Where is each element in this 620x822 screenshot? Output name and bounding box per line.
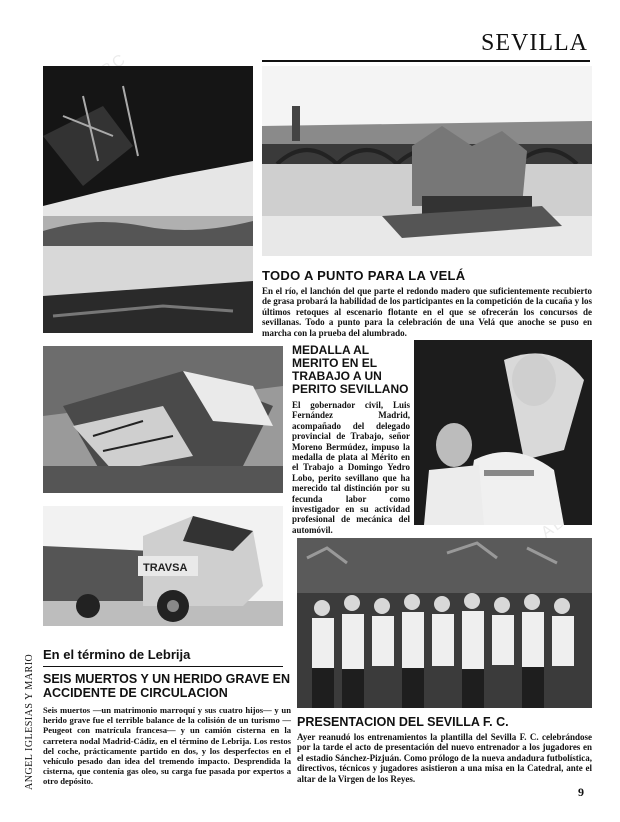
truck-photo (43, 506, 283, 626)
sevilla-fc-body: Ayer reanudó los entrenamientos la plantilla del Sevilla F. C. celebrándose por la tarde el acto de presentación del nuevo entrenador a los jugadores en el estadio Sánchez-Pizjuán. Como prólogo de la nueva andadura futbolística, directivos, técnicos y jugadores asistieron a una misa en la Catedral, ante el altar de la Virgen de los Reyes. (297, 732, 592, 784)
vela-title: TODO A PUNTO PARA LA VELÁ (262, 268, 466, 283)
sevilla-fc-team-photo (297, 538, 592, 708)
truck-sign: TRAVSA (143, 562, 188, 574)
sevilla-fc-title: PRESENTACION DEL SEVILLA F. C. (297, 715, 509, 729)
photo-credit: ANGEL IGLESIAS Y MARIO (24, 653, 35, 790)
section-title: SEVILLA (481, 30, 588, 56)
lebrija-kicker: En el término de Lebrija (43, 647, 191, 662)
medalla-title: MEDALLA AL MERITO EN EL TRABAJO A UN PERITO SEVILLANO (292, 343, 409, 396)
triana-bridge-photo (262, 66, 592, 256)
lebrija-title: SEIS MUERTOS Y UN HERIDO GRAVE EN ACCIDENTE DE CIRCULACION (43, 672, 291, 700)
river-bridge-photo (43, 66, 253, 333)
section-rule (262, 60, 590, 62)
page-number: 9 (578, 785, 584, 799)
medalla-body: El gobernador civil, Luis Fernández Madrid, acompañado del delegado provincial de Trabajo, señor Moreno Bermúdez, impuso la medalla de plata al Mérito en el Trabajo a Domingo Yedro Lobo, perito sevillano que ha merecido tal distinción por su fecunda labor como investigador en su actividad profesional de mecánica del automóvil. (292, 400, 410, 535)
lebrija-rule (43, 666, 283, 667)
medal-ceremony-photo (414, 340, 592, 525)
vela-body: En el río, el lanchón del que parte el redondo madero que suficientemente recubierto de grasa probará la habilidad de los participantes en la competición de la cucaña y los últimos retoques al escenario flotante en el que se ofrecerán los concursos de sevillanas. Todo a punto para la celebración de una Velá que anoche se puso en marcha con la prueba del alumbrado. (262, 286, 592, 338)
crashed-car-photo (43, 346, 283, 493)
lebrija-body: Seis muertos —un matrimonio marroquí y sus cuatro hijos— y un herido grave fue el terrible balance de la colisión de un turismo —Peugeot con matrícula francesa— y un camión cisterna en la carretera nodal Madrid-Cádiz, en el término de Lebrija. Los restos del coche, prácticamente partido en dos, y los desperfectos en el vehículo pesado dan idea del tremendo impacto. Desprendida la cisterna, que contenía gas oleo, su carga fue pasada por expertos a otro depósito. (43, 705, 291, 787)
